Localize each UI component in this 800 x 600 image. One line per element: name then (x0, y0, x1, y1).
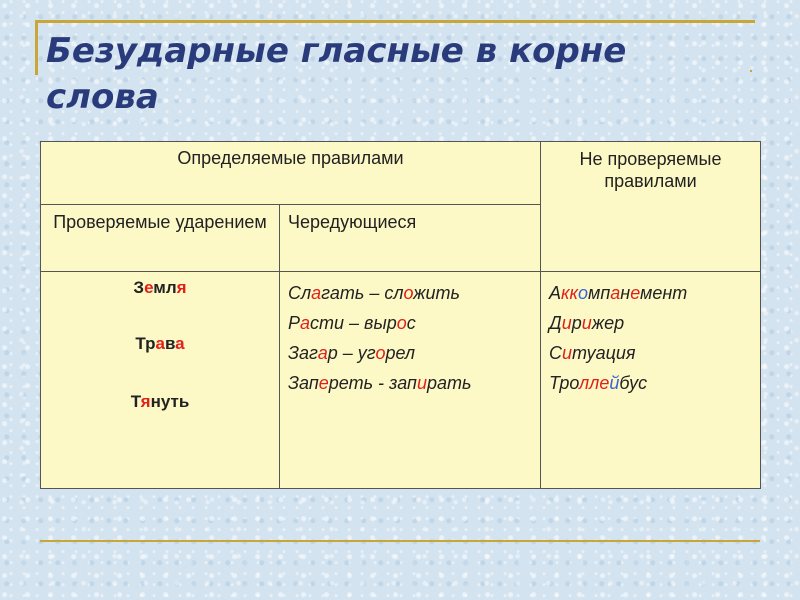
highlighted-letters: а (317, 343, 328, 363)
highlighted-letters: о (396, 313, 407, 333)
highlighted-letters: и (561, 313, 572, 333)
highlighted-letters: о (578, 283, 589, 303)
word-slagat (280, 278, 540, 308)
decor-dot (750, 70, 752, 72)
word-part: мп (588, 283, 611, 303)
subheader-alternating: Чередующиеся (280, 205, 541, 272)
highlighted-letters: кк (561, 283, 579, 303)
word-part: с (406, 313, 416, 333)
word-trolleybus (541, 368, 760, 398)
word-part: реть - зап (328, 373, 417, 393)
word-akkompanement (541, 278, 760, 308)
highlighted-letters: я (176, 278, 187, 297)
word-part: мент (640, 283, 688, 303)
highlighted-letters: лл (579, 373, 600, 393)
word-part: Д (549, 313, 562, 333)
highlighted-letters: и (581, 313, 592, 333)
word-situaciya (541, 338, 760, 368)
top-rule (35, 20, 755, 23)
word-part: Тр (135, 334, 156, 353)
highlighted-letters: а (155, 334, 165, 353)
word-part: сти – выр (310, 313, 397, 333)
word-rasti (280, 308, 540, 338)
word-part: рел (385, 343, 416, 363)
highlighted-letters: е (318, 373, 329, 393)
not-checked-words-cell (541, 272, 761, 489)
word-part: Т (130, 392, 141, 411)
slide-title: Безударные гласные в корне слова (46, 31, 627, 117)
word-part: А (549, 283, 562, 303)
word-part: гать – сл (321, 283, 404, 303)
word-zagar (280, 338, 540, 368)
word-part: Заг (288, 343, 318, 363)
word-part: Зап (288, 373, 319, 393)
highlighted-letters: е (144, 278, 154, 297)
word-part: р (571, 313, 582, 333)
word-part: рать (426, 373, 472, 393)
header-not-checked: Не проверяемые правилами (541, 142, 761, 272)
highlighted-letters: и (562, 343, 573, 363)
highlighted-letters: е (630, 283, 641, 303)
word-part: Р (288, 313, 301, 333)
word-part: Тро (549, 373, 580, 393)
word-part: мл (153, 278, 177, 297)
highlighted-letters: а (311, 283, 322, 303)
highlighted-letters: я (140, 392, 151, 411)
word-tyanut (41, 392, 279, 412)
subheader-checked: Проверяемые ударением (41, 205, 280, 272)
bottom-rule (40, 540, 760, 542)
word-part: н (620, 283, 631, 303)
side-rule (35, 20, 38, 75)
checked-words-cell (41, 272, 280, 489)
word-part: р – уг (327, 343, 376, 363)
word-part: в (164, 334, 176, 353)
highlighted-letters: и (416, 373, 427, 393)
rules-table (40, 141, 761, 489)
word-part: жить (413, 283, 460, 303)
highlighted-letters: о (375, 343, 386, 363)
word-part: З (133, 278, 145, 297)
word-part: туация (572, 343, 636, 363)
highlighted-letters: а (300, 313, 311, 333)
word-zaperet (280, 368, 540, 398)
word-dirizher (541, 308, 760, 338)
word-part: жер (591, 313, 625, 333)
word-trava (41, 334, 279, 354)
word-part: С (549, 343, 562, 363)
highlighted-letters: й (609, 373, 620, 393)
word-part: Сл (288, 283, 312, 303)
highlighted-letters: е (599, 373, 610, 393)
word-part: нуть (150, 392, 190, 411)
word-zemlya (41, 278, 279, 298)
word-part: бус (619, 373, 648, 393)
highlighted-letters: о (403, 283, 414, 303)
highlighted-letters: а (610, 283, 621, 303)
alternating-words-cell (280, 272, 541, 489)
header-defined: Определяемые правилами (41, 142, 541, 205)
highlighted-letters: а (175, 334, 185, 353)
